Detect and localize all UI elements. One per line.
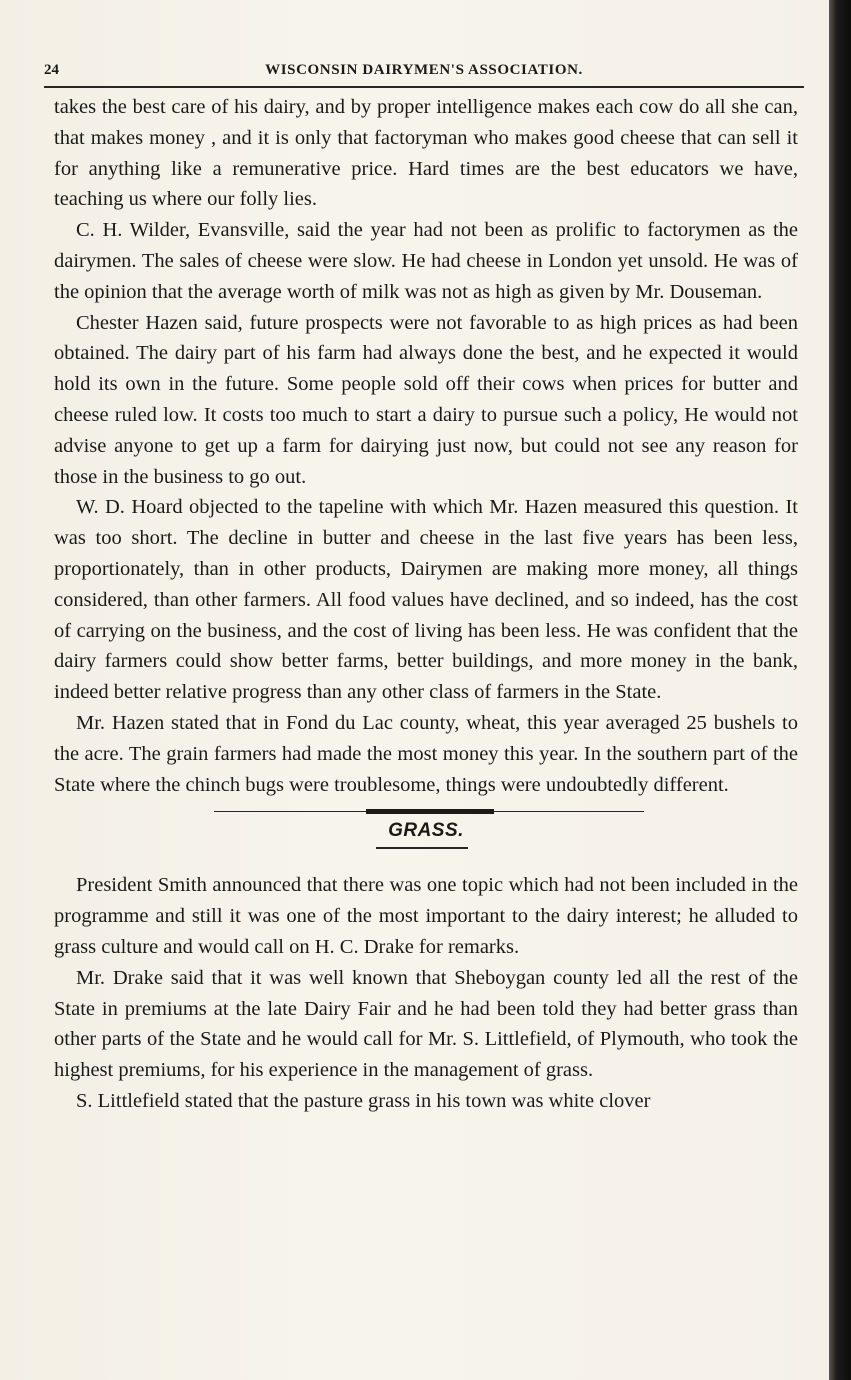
running-head-title: WISCONSIN DAIRYMEN'S ASSOCIATION. xyxy=(265,62,583,78)
page-number: 24 xyxy=(44,62,59,78)
paragraph-chester-hazen: Chester Hazen said, future prospects were not favorable to as high prices as had been obtained. The dairy part of his farm had always done the best, and he expected it would hold its own in the future. Some people sold off their cows when prices for butter and cheese ruled low. It costs too much to start a dairy to pursue such a policy, He would not advise anyone to get up a farm for dairying just now, but could not see any reason for those in the business to go out. xyxy=(54,311,798,488)
section-divider xyxy=(54,800,798,870)
paragraph-wilder: C. H. Wilder, Evansville, said the year had not been as prolific to factorymen as the dairymen. The sales of cheese were slow. He had cheese in London yet unsold. He was of the opinion that the average worth of milk was not as high as given by Mr. Douseman. xyxy=(54,219,798,303)
paragraph-hoard: W. D. Hoard objected to the tapeline with which Mr. Hazen measured this question. It was too short. The decline in butter and cheese in the last five years has been less, proportionately, than in other products, Dairymen are making more money, all things considered, than other farmers. All food values have declined, and so indeed, has the cost of carrying on the business, and the cost of living has been less. He was confident that the dairy farmers could show better farms, better buildings, and more money in the bank, indeed better relative progress than any other class of farmers in the State. xyxy=(54,496,798,704)
binding-edge xyxy=(829,0,851,1380)
paragraph-continuation: takes the best care of his dairy, and by proper intelligence makes each cow do all she can, that makes money , and it is only that factoryman who makes good cheese that can sell it for anything like a remunerative price. Hard times are the best educators we have, teaching us where our folly lies. xyxy=(54,96,798,211)
paragraph-drake: Mr. Drake said that it was well known that Sheboygan county led all the rest of the State in premiums at the late Dairy Fair and he had been told they had better grass than other parts of the State and he would call for Mr. S. Littlefield, of Plymouth, who took the highest premiums, for his experience in the management of grass. xyxy=(54,966,798,1082)
section-rule-accent xyxy=(366,809,494,814)
page-body xyxy=(54,92,798,1117)
header-rule xyxy=(44,86,804,88)
section-rule-bottom xyxy=(376,847,468,849)
paragraph-president-smith: President Smith announced that there was one topic which had not been included in the programme and still it was one of the most important to the dairy interest; he alluded to grass culture and would call on H. C. Drake for remarks. xyxy=(54,874,798,958)
running-head xyxy=(44,60,804,84)
section-heading: GRASS. xyxy=(388,820,464,842)
paragraph-hazen-wheat: Mr. Hazen stated that in Fond du Lac county, wheat, this year averaged 25 bushels to the acre. The grain farmers had made the most money this year. In the southern part of the State where the chinch bugs were troublesome, things were undoubtedly different. xyxy=(54,711,798,796)
paragraph-littlefield: S. Littlefield stated that the pasture grass in his town was white clover xyxy=(76,1089,651,1112)
